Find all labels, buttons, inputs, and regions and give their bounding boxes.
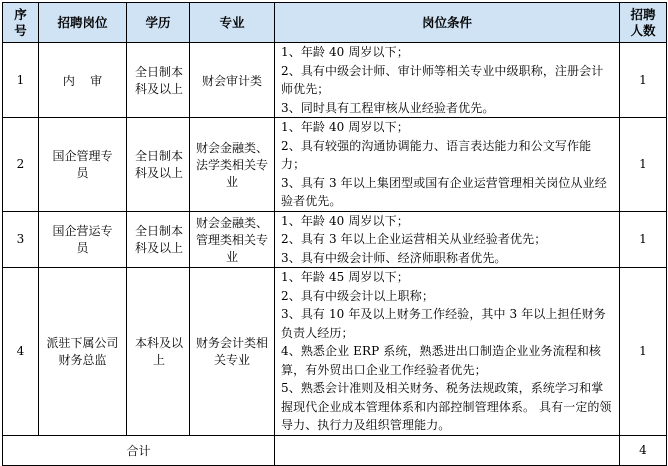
cell-conditions: 1、年龄 40 周岁以下； 2、具有中级会计师、审计师等相关专业中级职称，注册会计师优先； 3、同时具有工程审核从业经验者优先。 — [275, 43, 620, 118]
cell-seq: 1 — [3, 43, 39, 118]
header-conditions: 岗位条件 — [275, 3, 620, 43]
table-row — [3, 211, 667, 268]
header-seq: 序号 — [3, 3, 39, 43]
cell-seq: 3 — [3, 211, 39, 268]
cell-seq: 2 — [3, 118, 39, 212]
cell-seq: 4 — [3, 268, 39, 436]
table-row — [3, 118, 667, 212]
header-row — [3, 3, 667, 43]
cell-education: 全日制本科及以上 — [127, 43, 190, 118]
cell-major: 财会审计类 — [190, 43, 275, 118]
header-position: 招聘岗位 — [39, 3, 127, 43]
cell-count: 1 — [620, 211, 667, 268]
total-empty-cell — [275, 435, 620, 465]
table-row — [3, 268, 667, 436]
cell-conditions: 1、年龄 40 周岁以下； 2、具有 3 年以上企业运营相关从业经验者优先； 3、具有中级会计师、经济师职称者优先。 — [275, 211, 620, 268]
cell-major: 财务会计类相关专业 — [190, 268, 275, 436]
cell-position: 国企管理专 员 — [39, 118, 127, 212]
total-label: 合计 — [3, 435, 275, 465]
cell-count: 1 — [620, 43, 667, 118]
cell-position: 国企营运专 员 — [39, 211, 127, 268]
cell-major: 财会金融类、法学类相关专业 — [190, 118, 275, 212]
header-count: 招聘人数 — [620, 3, 667, 43]
total-row — [3, 435, 667, 465]
cell-count: 1 — [620, 268, 667, 436]
total-count: 4 — [620, 435, 667, 465]
cell-conditions: 1、年龄 40 周岁以下； 2、具有较强的沟通协调能力、语言表达能力和公文写作能力； 3、具有 3 年以上集团型或国有企业运营管理相关岗位从业经验者优先。 — [275, 118, 620, 212]
cell-major: 财会金融类、管理类相关专业 — [190, 211, 275, 268]
recruitment-table — [2, 2, 667, 466]
cell-count: 1 — [620, 118, 667, 212]
cell-conditions: 1、年龄 45 周岁以下； 2、具有中级会计以上职称； 3、具有 10 年及以上财务工作经验，其中 3 年以上担任财务负责人经历； 4、熟悉企业 ERP 系统，熟悉进出口制造企业业务流程和核算，有外贸出口企业工作经验者优先； 5、熟悉会计准则及相关财务、税务法规政策，系统学习和掌握现代企业成本管理体系和内部控制管理体系。 具有一定的领导力、执行力及组织管理能力。 — [275, 268, 620, 436]
header-education: 学历 — [127, 3, 190, 43]
table-row — [3, 43, 667, 118]
cell-education: 全日制本科及以上 — [127, 118, 190, 212]
cell-education: 全日制本科及以上 — [127, 211, 190, 268]
cell-education: 本科及以上 — [127, 268, 190, 436]
cell-position: 内 审 — [39, 43, 127, 118]
header-major: 专业 — [190, 3, 275, 43]
cell-position: 派驻下属公司财务总监 — [39, 268, 127, 436]
